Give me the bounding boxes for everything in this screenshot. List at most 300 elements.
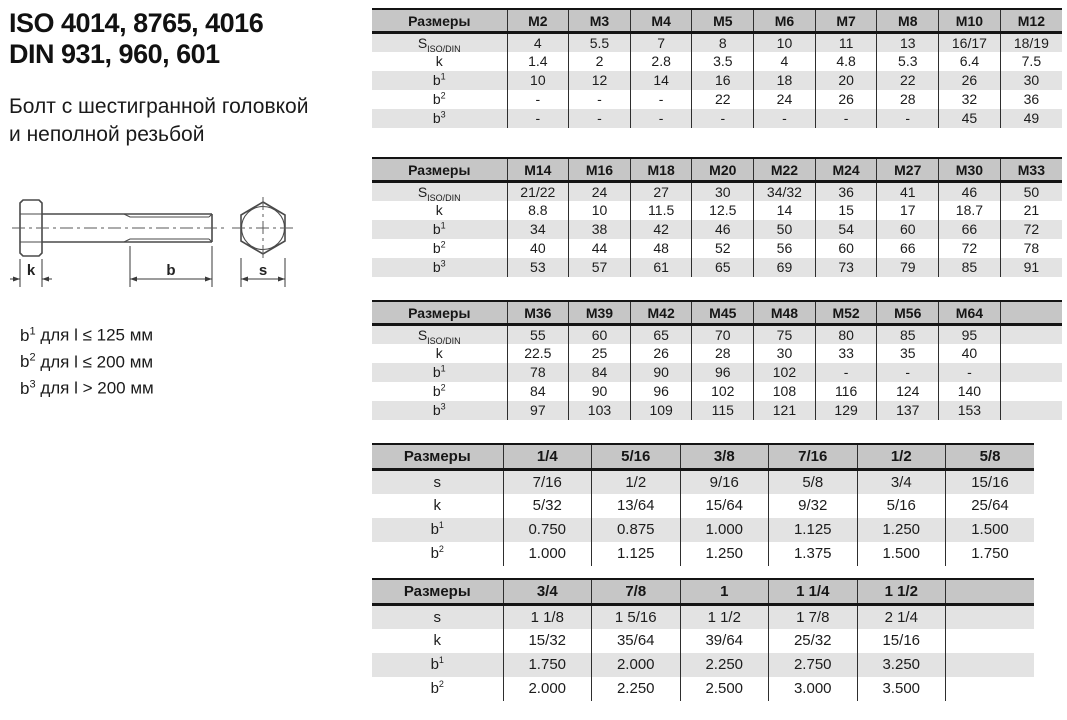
column-header: M36 [507, 301, 569, 325]
column-header: M42 [630, 301, 692, 325]
table-cell: 1 1/8 [503, 605, 592, 629]
table-cell: 1.250 [680, 542, 769, 566]
column-header: M20 [692, 158, 754, 182]
table-cell: 90 [630, 363, 692, 382]
dimension-table [372, 300, 1062, 420]
dimension-table [372, 157, 1062, 277]
table-cell: 140 [939, 382, 1001, 401]
table-cell: 49 [1000, 109, 1062, 128]
table-cell: 72 [939, 239, 1001, 258]
table-cell: 95 [939, 325, 1001, 344]
table-cell: 153 [939, 401, 1001, 420]
table-cell: 116 [815, 382, 877, 401]
table-cell: 26 [939, 71, 1001, 90]
table-cell: 4 [754, 52, 816, 71]
table-cell: 2.8 [630, 52, 692, 71]
table-cell: 115 [692, 401, 754, 420]
table-cell: 60 [569, 325, 631, 344]
table-cell: 46 [692, 220, 754, 239]
table-cell: 18/19 [1000, 33, 1062, 52]
table-cell: 54 [815, 220, 877, 239]
column-header: M10 [939, 9, 1001, 33]
column-header: M52 [815, 301, 877, 325]
column-header: M7 [815, 9, 877, 33]
table-metric-m14-m33 [372, 157, 1062, 277]
table-cell: 80 [815, 325, 877, 344]
table-cell: 1.375 [769, 542, 858, 566]
table-cell: 91 [1000, 258, 1062, 277]
table-cell: 121 [754, 401, 816, 420]
table-cell: 1.250 [857, 518, 946, 542]
table-cell: 11 [815, 33, 877, 52]
table-cell: 41 [877, 182, 939, 201]
table-cell: 55 [507, 325, 569, 344]
bolt-end-view [232, 197, 294, 259]
table-cell: 1.500 [946, 518, 1035, 542]
table-cell: 5/16 [857, 494, 946, 518]
header-row [372, 444, 1034, 470]
table-cell: 39/64 [680, 629, 769, 653]
dimension-s [241, 258, 285, 287]
table-cell: 40 [507, 239, 569, 258]
table-cell: 8.8 [507, 201, 569, 220]
table-cell: - [815, 109, 877, 128]
table-cell: 2 1/4 [857, 605, 946, 629]
empty-cell [946, 605, 1035, 629]
table-cell: 12 [569, 71, 631, 90]
table-imperial-threequarter-to-oneandhalf [372, 578, 1034, 701]
table-row [372, 494, 1034, 518]
table-cell: 50 [1000, 182, 1062, 201]
table-cell: 8 [692, 33, 754, 52]
column-header: M45 [692, 301, 754, 325]
table-cell: 14 [754, 201, 816, 220]
table-cell: 72 [1000, 220, 1062, 239]
row-label: k [433, 632, 441, 649]
column-header: M18 [630, 158, 692, 182]
table-cell: 27 [630, 182, 692, 201]
row-label: $b^3$ [432, 109, 446, 126]
table-cell: 35/64 [592, 629, 681, 653]
table-header-label: Размеры [372, 444, 503, 470]
table-cell: 14 [630, 71, 692, 90]
page-title-iso: ISO 4014, 8765, 4016 [9, 8, 264, 38]
header-row [372, 9, 1062, 33]
table-cell: 22.5 [507, 344, 569, 363]
table-cell: 15/32 [503, 629, 592, 653]
table-cell: 3/4 [857, 470, 946, 494]
footnote-item: $b^2$ для l ≤ 200 мм [20, 351, 154, 372]
table-cell: 34 [507, 220, 569, 239]
row-label: $b^3$ [432, 258, 446, 275]
table-cell: - [507, 109, 569, 128]
table-header-label: Размеры [372, 9, 507, 33]
table-cell: 48 [630, 239, 692, 258]
table-cell: 1.000 [503, 542, 592, 566]
column-header: M14 [507, 158, 569, 182]
table-cell: 69 [754, 258, 816, 277]
table-row [372, 605, 1034, 629]
table-cell: 6.4 [939, 52, 1001, 71]
table-cell: 102 [754, 363, 816, 382]
table-cell: 73 [815, 258, 877, 277]
table-row [372, 363, 1062, 382]
table-cell: 3.250 [857, 653, 946, 677]
table-cell: - [507, 90, 569, 109]
table-cell: 1.125 [769, 518, 858, 542]
header-row [372, 579, 1034, 605]
table-cell: - [569, 90, 631, 109]
table-cell: - [815, 363, 877, 382]
table-row [372, 239, 1062, 258]
row-label: $b^1$ [430, 655, 444, 673]
table-row [372, 325, 1062, 344]
table-cell: 7.5 [1000, 52, 1062, 71]
column-header: M5 [692, 9, 754, 33]
row-label: $b^2$ [432, 239, 446, 256]
empty-cell [946, 629, 1035, 653]
dimension-table [372, 578, 1034, 701]
table-cell: 25/64 [946, 494, 1035, 518]
table-cell: 70 [692, 325, 754, 344]
table-header-label: Размеры [372, 579, 503, 605]
row-label: k [435, 53, 443, 69]
table-cell: 5.5 [569, 33, 631, 52]
table-cell: 15/16 [946, 470, 1035, 494]
column-header: M2 [507, 9, 569, 33]
table-row [372, 677, 1034, 701]
row-label: $b^2$ [432, 382, 446, 399]
table-row [372, 258, 1062, 277]
table-cell: 4 [507, 33, 569, 52]
column-header: M48 [754, 301, 816, 325]
table-row [372, 220, 1062, 239]
dimension-k [10, 259, 52, 287]
column-header: M27 [877, 158, 939, 182]
table-cell: 85 [877, 325, 939, 344]
table-cell: 1.500 [857, 542, 946, 566]
column-header: 3/4 [503, 579, 592, 605]
table-cell: - [569, 109, 631, 128]
dimension-b [130, 246, 212, 287]
table-cell: 1.750 [503, 653, 592, 677]
table-cell: 25 [569, 344, 631, 363]
column-header: 1 [680, 579, 769, 605]
table-row [372, 518, 1034, 542]
dimension-label-s: s [258, 262, 268, 279]
table-cell: 1 5/16 [592, 605, 681, 629]
footnote-list [20, 320, 154, 400]
table-cell: 90 [569, 382, 631, 401]
bolt-technical-drawing [8, 186, 360, 324]
page-title-din: DIN 931, 960, 601 [9, 39, 220, 69]
table-cell: 65 [630, 325, 692, 344]
table-cell: 66 [877, 239, 939, 258]
table-cell: 33 [815, 344, 877, 363]
table-cell: 4.8 [815, 52, 877, 71]
empty-cell [1000, 382, 1062, 401]
table-cell: 30 [754, 344, 816, 363]
table-cell: 53 [507, 258, 569, 277]
table-cell: 96 [692, 363, 754, 382]
row-label: s [433, 608, 441, 626]
table-cell: 22 [877, 71, 939, 90]
table-row [372, 33, 1062, 52]
table-cell: 22 [692, 90, 754, 109]
table-cell: 9/32 [769, 494, 858, 518]
table-cell: 32 [939, 90, 1001, 109]
subtitle-line-2: и неполной резьбой [9, 123, 205, 146]
table-cell: 17 [877, 201, 939, 220]
table-cell: - [877, 363, 939, 382]
table-cell: 15 [815, 201, 877, 220]
table-row [372, 201, 1062, 220]
column-header: 5/16 [592, 444, 681, 470]
table-cell: - [630, 90, 692, 109]
table-cell: 1 7/8 [769, 605, 858, 629]
footnote-item: $b^3$ для l > 200 мм [20, 378, 154, 398]
column-header: M64 [939, 301, 1001, 325]
column-header: M24 [815, 158, 877, 182]
table-row [372, 401, 1062, 420]
dimension-table [372, 8, 1062, 128]
table-cell: 60 [815, 239, 877, 258]
table-cell: 42 [630, 220, 692, 239]
table-cell: 97 [507, 401, 569, 420]
table-cell: 65 [692, 258, 754, 277]
table-cell: 15/64 [680, 494, 769, 518]
table-cell: 0.875 [592, 518, 681, 542]
table-cell: 1/2 [592, 470, 681, 494]
empty-cell [1000, 325, 1062, 344]
table-cell: 108 [754, 382, 816, 401]
table-cell: 20 [815, 71, 877, 90]
row-label: s [433, 473, 441, 491]
subtitle-block [9, 93, 308, 149]
table-cell: 13/64 [592, 494, 681, 518]
table-cell: 21/22 [507, 182, 569, 201]
column-header: M6 [754, 9, 816, 33]
table-cell: 3.000 [769, 677, 858, 701]
row-label: $b^2$ [430, 679, 444, 697]
bolt-drawing-svg [8, 186, 360, 324]
table-cell: 25/32 [769, 629, 858, 653]
empty-cell [1000, 401, 1062, 420]
table-cell: 36 [815, 182, 877, 201]
table-cell: 3.5 [692, 52, 754, 71]
table-cell: 0.750 [503, 518, 592, 542]
column-header: M39 [569, 301, 631, 325]
footnote-item: $b^1$ для l ≤ 125 мм [20, 325, 154, 345]
table-cell: 46 [939, 182, 1001, 201]
table-cell: 28 [877, 90, 939, 109]
table-cell: 2.500 [680, 677, 769, 701]
empty-column-header [946, 579, 1035, 605]
empty-column-header [1000, 301, 1062, 325]
row-label: $b^3$ [432, 401, 446, 418]
table-cell: 66 [939, 220, 1001, 239]
table-cell: 2.250 [592, 677, 681, 701]
table-cell: 84 [507, 382, 569, 401]
dimension-table [372, 443, 1034, 566]
column-header: 1 1/2 [857, 579, 946, 605]
table-cell: - [939, 363, 1001, 382]
column-header: M16 [569, 158, 631, 182]
table-cell: 26 [815, 90, 877, 109]
table-cell: 7/16 [503, 470, 592, 494]
column-header: 3/8 [680, 444, 769, 470]
column-header: M4 [630, 9, 692, 33]
table-cell: 5/8 [769, 470, 858, 494]
table-row [372, 182, 1062, 201]
dimension-label-k: k [26, 262, 36, 279]
column-header: 7/8 [592, 579, 681, 605]
title-block [9, 8, 263, 70]
table-cell: 5.3 [877, 52, 939, 71]
table-cell: 50 [754, 220, 816, 239]
table-cell: 78 [507, 363, 569, 382]
column-header: M22 [754, 158, 816, 182]
table-cell: 129 [815, 401, 877, 420]
table-cell: - [754, 109, 816, 128]
table-cell: 30 [692, 182, 754, 201]
row-label: k [435, 345, 443, 361]
table-cell: 124 [877, 382, 939, 401]
table-row [372, 382, 1062, 401]
empty-cell [1000, 363, 1062, 382]
empty-cell [1000, 344, 1062, 363]
table-cell: 18 [754, 71, 816, 90]
column-header: M30 [939, 158, 1001, 182]
table-row [372, 71, 1062, 90]
row-label: $S_{ISO/DIN}$ [417, 326, 461, 344]
table-cell: 35 [877, 344, 939, 363]
bolt-side-view [12, 200, 224, 256]
table-cell: 137 [877, 401, 939, 420]
table-cell: 24 [569, 182, 631, 201]
table-cell: 102 [692, 382, 754, 401]
row-label: $S_{ISO/DIN}$ [417, 34, 461, 52]
table-row [372, 344, 1062, 363]
table-cell: 103 [569, 401, 631, 420]
column-header: 1 1/4 [769, 579, 858, 605]
table-row [372, 52, 1062, 71]
column-header: M56 [877, 301, 939, 325]
header-row [372, 301, 1062, 325]
table-cell: 2.000 [503, 677, 592, 701]
table-cell: 7 [630, 33, 692, 52]
table-cell: 79 [877, 258, 939, 277]
table-cell: 28 [692, 344, 754, 363]
empty-cell [946, 677, 1035, 701]
column-header: 7/16 [769, 444, 858, 470]
table-cell: 21 [1000, 201, 1062, 220]
table-cell: 56 [754, 239, 816, 258]
row-label: k [433, 497, 441, 514]
table-metric-m36-m64 [372, 300, 1062, 420]
table-cell: 78 [1000, 239, 1062, 258]
table-row [372, 653, 1034, 677]
table-cell: 1.000 [680, 518, 769, 542]
table-cell: 57 [569, 258, 631, 277]
table-cell: 10 [754, 33, 816, 52]
table-cell: 85 [939, 258, 1001, 277]
table-cell: 38 [569, 220, 631, 239]
table-cell: 75 [754, 325, 816, 344]
row-label: $b^1$ [432, 220, 446, 237]
table-row [372, 629, 1034, 653]
table-cell: 12.5 [692, 201, 754, 220]
column-header: 1/2 [857, 444, 946, 470]
column-header: M33 [1000, 158, 1062, 182]
table-cell: 34/32 [754, 182, 816, 201]
table-cell: 1.4 [507, 52, 569, 71]
table-cell: 26 [630, 344, 692, 363]
table-cell: - [630, 109, 692, 128]
table-header-label: Размеры [372, 158, 507, 182]
table-cell: 30 [1000, 71, 1062, 90]
column-header: 5/8 [946, 444, 1035, 470]
table-cell: 15/16 [857, 629, 946, 653]
table-cell: 18.7 [939, 201, 1001, 220]
table-row [372, 470, 1034, 494]
table-metric-m2-m12 [372, 8, 1062, 128]
table-cell: 2.000 [592, 653, 681, 677]
table-row [372, 90, 1062, 109]
table-cell: 45 [939, 109, 1001, 128]
table-cell: 40 [939, 344, 1001, 363]
table-cell: 84 [569, 363, 631, 382]
table-cell: - [692, 109, 754, 128]
table-cell: 2 [569, 52, 631, 71]
row-label: $b^1$ [430, 520, 444, 538]
table-cell: 36 [1000, 90, 1062, 109]
column-header: M8 [877, 9, 939, 33]
table-cell: 16/17 [939, 33, 1001, 52]
table-cell: 24 [754, 90, 816, 109]
table-cell: 96 [630, 382, 692, 401]
table-cell: 109 [630, 401, 692, 420]
table-cell: 2.750 [769, 653, 858, 677]
table-cell: 1.750 [946, 542, 1035, 566]
table-cell: 52 [692, 239, 754, 258]
empty-cell [946, 653, 1035, 677]
table-cell: 1 1/2 [680, 605, 769, 629]
table-cell: 16 [692, 71, 754, 90]
subtitle-line-1: Болт с шестигранной головкой [9, 95, 309, 118]
table-cell: 5/32 [503, 494, 592, 518]
column-header: M12 [1000, 9, 1062, 33]
row-label: $b^2$ [430, 544, 444, 562]
table-cell: 11.5 [630, 201, 692, 220]
table-cell: 2.250 [680, 653, 769, 677]
table-cell: 1.125 [592, 542, 681, 566]
table-cell: 10 [569, 201, 631, 220]
table-header-label: Размеры [372, 301, 507, 325]
table-cell: 60 [877, 220, 939, 239]
table-cell: 9/16 [680, 470, 769, 494]
table-row [372, 542, 1034, 566]
tables-panel [372, 0, 1062, 720]
row-label: $b^1$ [432, 363, 446, 380]
table-cell: 44 [569, 239, 631, 258]
table-imperial-quarter-to-fiveeighths [372, 443, 1034, 566]
row-label: $S_{ISO/DIN}$ [417, 183, 461, 201]
dimension-label-b: b [166, 262, 176, 279]
table-cell: 13 [877, 33, 939, 52]
column-header: M3 [569, 9, 631, 33]
table-row [372, 109, 1062, 128]
